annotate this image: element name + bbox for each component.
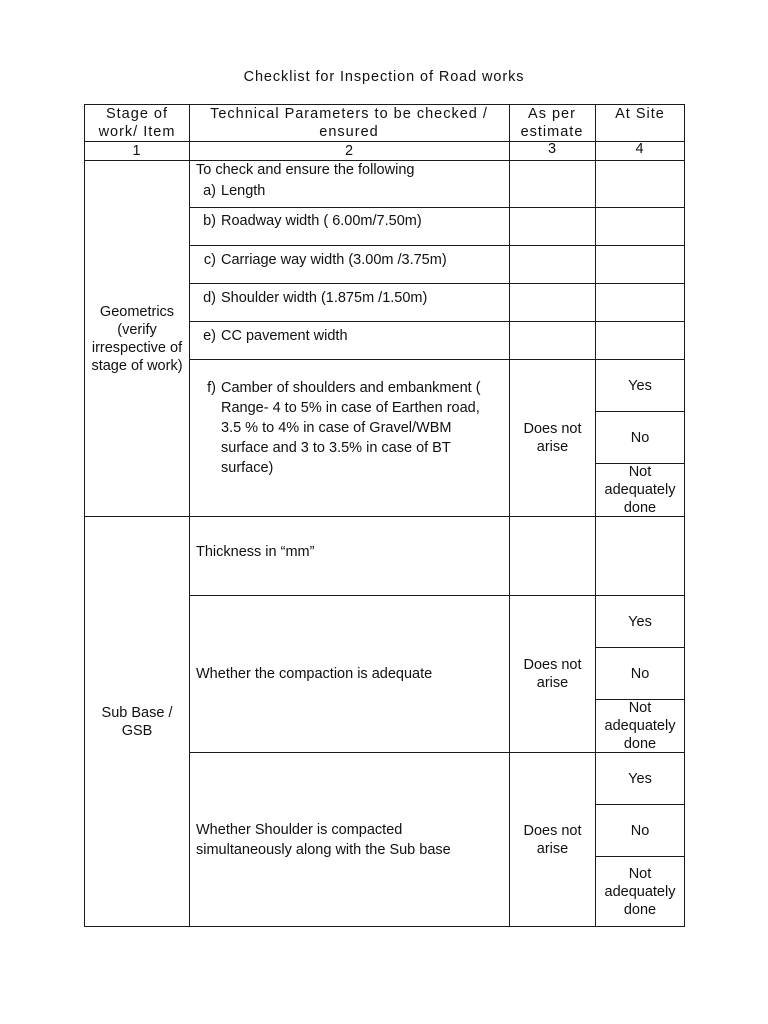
parameter-item [192,327,504,345]
shoulder-option-no: No [630,822,650,839]
item-label: e) [203,328,216,344]
geometrics-intro: To check and ensure the following [196,162,415,178]
camber-option-yes: Yes [628,377,652,394]
parameter-item [192,289,504,307]
table-rule [189,207,685,208]
parameter-item [192,378,502,478]
table-rule [189,245,685,246]
subbase-shoulder: Whether Shoulder is compacted simultaneously along with the Sub base [196,821,451,858]
subbase-compaction: Whether the compaction is adequate [196,666,433,682]
item-text: Carriage way width (3.00m /3.75m) [221,252,447,268]
table-rule [189,321,685,322]
table-rule [684,104,685,927]
column-number: 3 [547,141,557,157]
stage-geometrics: Geometrics (verify irrespective of stage of work) [91,303,183,374]
header-at-site: At Site [615,106,665,122]
item-label: d) [203,290,216,306]
item-text: Shoulder width (1.875m /1.50m) [221,290,428,306]
compaction-option-not-adequate: Not adequately done [604,700,676,752]
header-stage: Stage of work/ Item [98,106,176,140]
header-as-per-estimate: As per estimate [520,106,584,140]
shoulder-estimate: Does not arise [523,822,582,857]
stage-sub-base: Sub Base / GSB [101,704,173,739]
table-rule [84,104,85,927]
parameter-item [192,251,504,269]
camber-estimate: Does not arise [523,421,582,455]
camber-option-no: No [630,429,650,446]
item-label: b) [203,213,216,229]
subbase-thickness: Thickness in “mm” [196,544,315,560]
document-title: Checklist for Inspection of Road works [243,69,525,85]
table-rule [189,104,190,927]
compaction-estimate: Does not arise [523,657,582,691]
table-rule [189,283,685,284]
column-number: 2 [344,143,354,159]
item-text: Roadway width ( 6.00m/7.50m) [221,213,422,229]
parameter-item [192,212,504,230]
item-label: a) [203,183,216,199]
shoulder-option-yes: Yes [628,770,652,787]
item-label: c) [203,252,216,268]
column-number: 1 [132,143,141,159]
column-number: 4 [635,141,644,157]
parameter-item [192,182,504,200]
shoulder-option-not-adequate: Not adequately done [604,865,676,918]
header-parameters: Technical Parameters to be checked / ensured [210,106,488,140]
item-text: Camber of shoulders and embankment ( Range- 4 to 5% in case of Earthen road, 3.5 % to 4% in case of Gravel/WBM surface and 3 to 3.5% in case of BT surface) [221,380,481,476]
camber-option-not-adequate: Not adequately done [604,464,676,516]
compaction-option-no: No [630,665,650,682]
item-text: CC pavement width [221,328,348,344]
item-text: Length [221,183,266,199]
compaction-option-yes: Yes [628,613,652,630]
item-label: f) [207,380,216,396]
